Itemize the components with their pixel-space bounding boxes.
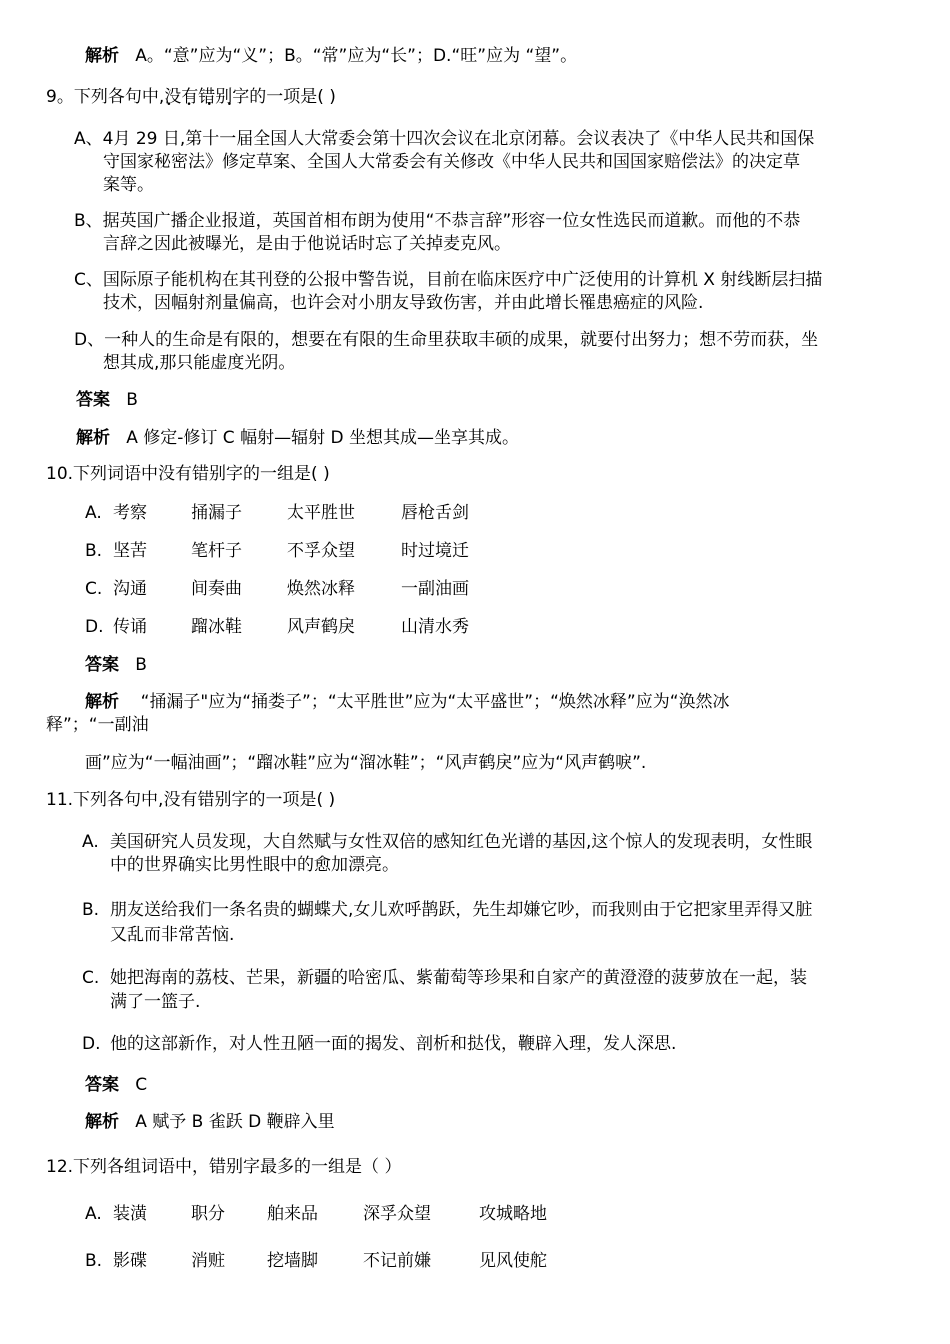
word: 笔杆子 xyxy=(191,541,242,561)
q11-option-b xyxy=(82,899,812,922)
word: 考察 xyxy=(113,503,147,523)
word: 影碟 xyxy=(113,1251,147,1271)
answer-label: 答案 xyxy=(85,1075,119,1095)
option-label: A. xyxy=(82,832,99,852)
q9-title xyxy=(46,86,336,109)
word: 装潢 xyxy=(113,1204,147,1224)
analysis-text: A 赋予 B 雀跃 D 鞭辟入里 xyxy=(135,1112,335,1132)
word: 山清水秀 xyxy=(401,617,469,637)
q9-title-prefix: 9。下列各句中, xyxy=(46,87,165,107)
analysis-label: 解析 xyxy=(85,692,119,712)
analysis-label: 解析 xyxy=(76,428,110,448)
word: 坚苦 xyxy=(113,541,147,561)
analysis-text: “捅漏子"应为“捅娄子”；“太平胜世”应为“太平盛世”；“焕然冰释”应为“涣然冰 xyxy=(140,692,730,712)
option-label: B. xyxy=(85,541,103,561)
word: 挖墙脚 xyxy=(267,1251,318,1271)
q11-option-a xyxy=(82,831,812,854)
word: 间奏曲 xyxy=(191,579,242,599)
q10-analysis xyxy=(85,691,730,714)
word: 蹓冰鞋 xyxy=(191,617,242,637)
analysis-text: A。“意”应为“义”；B。“常”应为“长”；D.“旺”应为 “望”。 xyxy=(135,46,578,66)
answer-label: 答案 xyxy=(85,655,119,675)
word: 时过境迁 xyxy=(401,541,469,561)
q9-analysis xyxy=(76,427,519,450)
q11-analysis xyxy=(85,1111,335,1134)
word: 见风使舵 xyxy=(479,1251,547,1271)
answer-value: B xyxy=(135,655,147,675)
word: 风声鹤戾 xyxy=(287,617,355,637)
q10-option-a xyxy=(85,502,469,525)
analysis-text: 释”；“一副油 xyxy=(46,715,149,735)
option-line: 国际原子能机构在其刊登的公报中警告说，目前在临床医疗中广泛使用的计算机 X 射线断层扫描 xyxy=(102,270,823,290)
q9-option-b xyxy=(74,210,800,233)
q11-title: 11.下列各句中,没有错别字的一项是( ) xyxy=(46,790,336,810)
option-label: D. xyxy=(85,617,104,637)
answer-value: C xyxy=(135,1075,148,1095)
word: 焕然冰释 xyxy=(287,579,355,599)
q8-analysis xyxy=(85,45,577,68)
word: 不记前嫌 xyxy=(363,1251,431,1271)
q9-title-emphasis: 没有错别 • • • • xyxy=(164,87,232,107)
analysis-label: 解析 xyxy=(85,1112,119,1132)
word: 传诵 xyxy=(113,617,147,637)
word: 消赃 xyxy=(191,1251,225,1271)
option-line: 又乱而非常苦恼. xyxy=(110,925,235,945)
q12-title: 12.下列各组词语中，错别字最多的一组是（ ） xyxy=(46,1157,402,1177)
q10-option-d xyxy=(85,616,469,639)
word: 一副油画 xyxy=(401,579,469,599)
option-label: C. xyxy=(82,968,100,988)
word: 太平胜世 xyxy=(287,503,355,523)
option-label: B. xyxy=(82,900,100,920)
option-label: C、 xyxy=(74,270,103,290)
q10-option-b xyxy=(85,540,469,563)
option-label: D、 xyxy=(74,330,105,350)
q9-option-c xyxy=(74,269,822,292)
word: 捅漏子 xyxy=(191,503,242,523)
option-label: B、 xyxy=(74,211,103,231)
word: 职分 xyxy=(191,1204,225,1224)
word: 不孚众望 xyxy=(287,541,355,561)
option-line: 她把海南的荔枝、芒果，新疆的哈密瓜、紫葡萄等珍果和自家产的黄澄澄的菠萝放在一起，装 xyxy=(110,968,807,988)
answer-label: 答案 xyxy=(76,390,110,410)
q9-title-suffix: 字的一项是( ) xyxy=(232,87,336,107)
option-line: 一种人的生命是有限的，想要在有限的生命里获取丰硕的成果，就要付出努力；想不劳而获，坐 xyxy=(104,330,819,350)
word: 舶来品 xyxy=(267,1204,318,1224)
q11-option-c xyxy=(82,967,807,990)
option-line: 满了一篮子. xyxy=(110,992,201,1012)
option-label: B. xyxy=(85,1251,103,1271)
q12-option-b xyxy=(85,1250,547,1273)
q12-option-a xyxy=(85,1203,547,1226)
q10-option-c xyxy=(85,578,469,601)
q11-option-d xyxy=(82,1033,676,1056)
answer-value: B xyxy=(126,390,138,410)
option-line: 守国家秘密法》修定草案、全国人大常委会有关修改《中华人民共和国国家赔偿法》的决定草 xyxy=(103,152,800,172)
word: 深孚众望 xyxy=(363,1204,431,1224)
option-line: 朋友送给我们一条名贵的蝴蝶犬,女儿欢呼鹊跃，先生却嫌它吵，而我则由于它把家里弄得又脏 xyxy=(110,900,813,920)
option-line: 案等。 xyxy=(103,175,154,195)
option-label: A、 xyxy=(74,129,103,149)
analysis-label: 解析 xyxy=(85,46,119,66)
word: 唇枪舌剑 xyxy=(401,503,469,523)
analysis-text: 画”应为“一幅油画”；“蹓冰鞋”应为“溜冰鞋”；“风声鹤戾”应为“风声鹤唳”. xyxy=(85,753,647,773)
option-line: 中的世界确实比男性眼中的愈加漂亮。 xyxy=(110,855,399,875)
q9-option-a xyxy=(74,128,814,151)
analysis-text: A 修定-修订 C 幅射—辐射 D 坐想其成—坐享其成。 xyxy=(126,428,519,448)
q9-answer xyxy=(76,389,138,412)
q9-option-d xyxy=(74,329,818,352)
option-line: 4月 29 日,第十一届全国人大常委会第十四次会议在北京闭幕。会议表决了《中华人民共和国保 xyxy=(102,129,815,149)
option-label: D. xyxy=(82,1034,101,1054)
option-line: 想其成,那只能虚度光阴。 xyxy=(103,353,296,373)
option-line: 美国研究人员发现，大自然赋与女性双倍的感知红色光谱的基因,这个惊人的发现表明，女性眼 xyxy=(110,832,813,852)
word: 沟通 xyxy=(113,579,147,599)
option-label: A. xyxy=(85,503,102,523)
option-line: 言辞之因此被曝光，是由于他说话时忘了关掉麦克风。 xyxy=(103,234,511,254)
word: 攻城略地 xyxy=(479,1204,547,1224)
q11-answer xyxy=(85,1074,147,1097)
option-label: A. xyxy=(85,1204,102,1224)
q10-title: 10.下列词语中没有错别字的一组是( ) xyxy=(46,464,330,484)
q10-answer xyxy=(85,654,147,677)
option-line: 他的这部新作，对人性丑陋一面的揭发、剖析和挞伐，鞭辟入理，发人深思. xyxy=(110,1034,677,1054)
option-line: 技术，因幅射剂量偏高，也许会对小朋友导致伤害，并由此增长罹患癌症的风险. xyxy=(103,293,704,313)
option-line: 据英国广播企业报道，英国首相布朗为使用“不恭言辞”形容一位女性选民而道歉。而他的不恭 xyxy=(102,211,801,231)
option-label: C. xyxy=(85,579,103,599)
